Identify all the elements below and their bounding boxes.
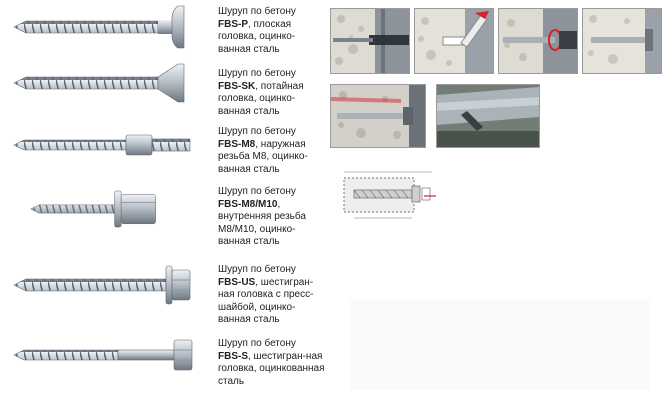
product-model: FBS-S — [218, 350, 248, 362]
product-details: , внутренняя резьба M8/M10, оцинко-ванная сталь — [218, 198, 306, 247]
product-type: Шуруп по бетону — [218, 338, 296, 349]
product-description — [218, 264, 326, 327]
product-type: Шуруп по бетону — [218, 6, 296, 17]
product-details: , плоская головка, оцинко-ванная сталь — [218, 18, 296, 55]
product-model: FBS-US — [218, 276, 256, 288]
technical-drawing-image — [340, 164, 440, 226]
product-description — [218, 338, 326, 388]
product-model: FBS-M8/M10 — [218, 198, 278, 210]
product-type: Шуруп по бетону — [218, 126, 296, 137]
hex-washer-screw-icon — [8, 262, 208, 308]
countersunk-screw-icon — [8, 60, 208, 106]
product-details: , шестигран-ная головка с пресс-шайбой, оцинко-ванная сталь — [218, 276, 314, 325]
hex-head-screw-icon — [8, 332, 208, 378]
product-model: FBS-SK — [218, 80, 256, 92]
concrete-cross-section-image — [330, 84, 426, 148]
product-details: , шестигран-ная головка, оцинкованная сталь — [218, 350, 325, 387]
product-description — [218, 68, 326, 118]
installation-step-fixed-image — [582, 8, 662, 74]
internal-thread-screw-icon — [8, 186, 208, 232]
product-description — [218, 186, 326, 249]
product-description — [218, 6, 326, 56]
flat-head-screw-icon — [8, 4, 208, 50]
installation-step-clean-image — [414, 8, 494, 74]
product-model: FBS-M8 — [218, 138, 256, 150]
product-details: , наружная резьба M8, оцинко-ванная сталь — [218, 138, 308, 175]
product-type: Шуруп по бетону — [218, 186, 296, 197]
product-model: FBS-P — [218, 18, 248, 30]
installation-step-drill-image — [330, 8, 410, 74]
guardrail-mounting-photo — [436, 84, 540, 148]
watermark-image — [350, 300, 650, 390]
product-type: Шуруп по бетону — [218, 68, 296, 79]
product-type: Шуруп по бетону — [218, 264, 296, 275]
external-thread-screw-icon — [8, 122, 208, 168]
product-details: , потайная головка, оцинко-ванная сталь — [218, 80, 304, 117]
product-description — [218, 126, 326, 176]
installation-step-drive-image — [498, 8, 578, 74]
